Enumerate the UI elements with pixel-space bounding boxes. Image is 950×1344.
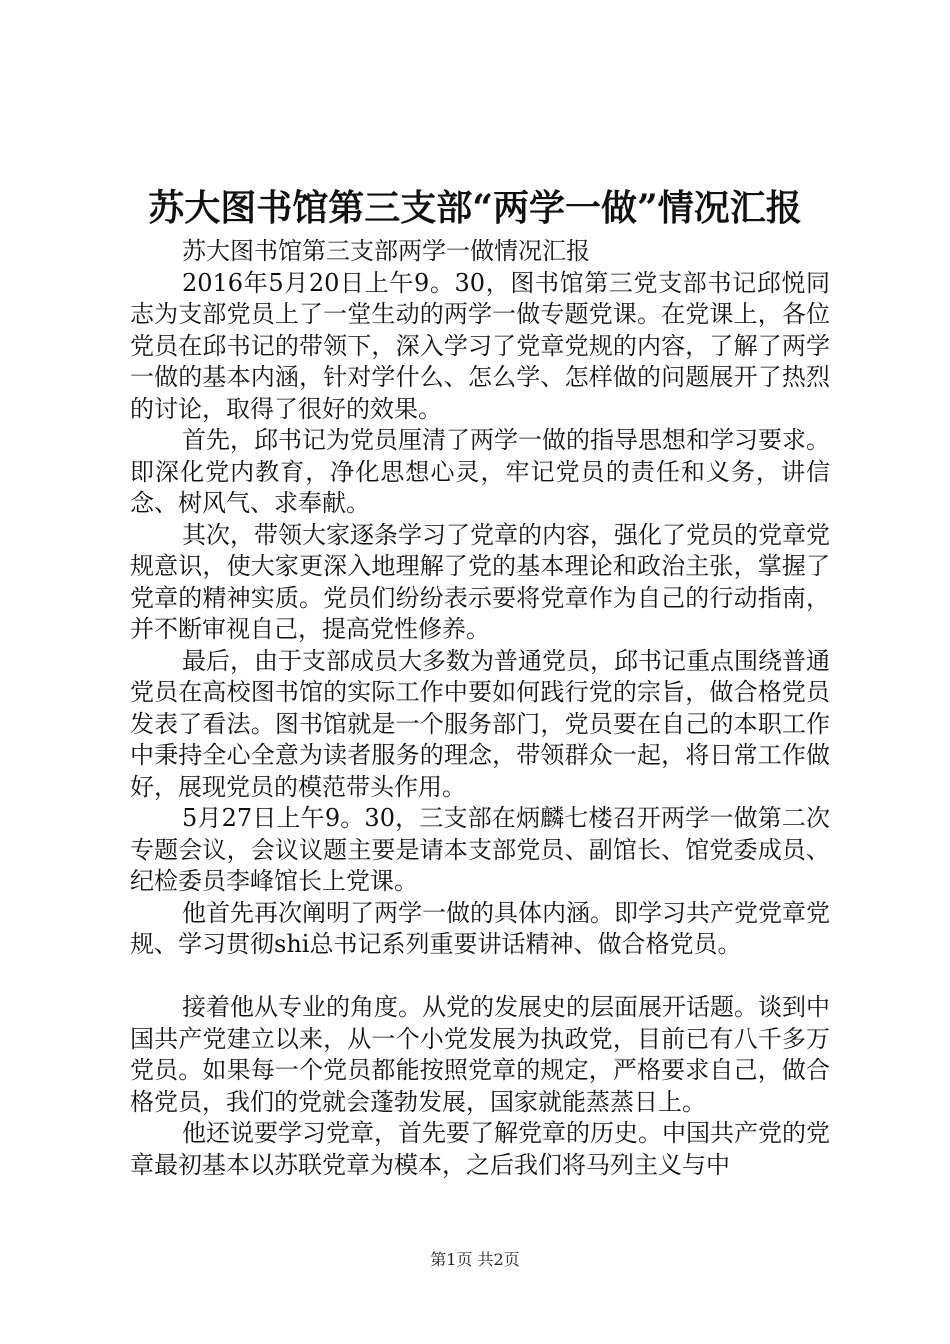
paragraph: 其次，带领大家逐条学习了党章的内容，强化了党员的党章党规意识，使大家更深入地理解了党的基本理论和政治主张，掌握了党章的精神实质。党员们纷纷表示要将党章作为自己的行动指南，并不断审视自己，提高党性修养。 xyxy=(130,520,830,643)
paragraph: 首先，邱书记为党员厘清了两学一做的指导思想和学习要求。即深化党内教育，净化思想心灵，牢记党员的责任和义务，讲信念、树风气、求奉献。 xyxy=(130,426,830,517)
paragraph: 5月27日上午9。30，三支部在炳麟七楼召开两学一做第二次专题会议，会议议题主要是请本支部党员、副馆长、馆党委成员、纪检委员李峰馆长上党课。 xyxy=(130,804,830,895)
paragraph: 接着他从专业的角度。从党的发展史的层面展开话题。谈到中国共产党建立以来，从一个小党发展为执政党，目前已有八千多万党员。如果每一个党员都能按照党章的规定，严格要求自己，做合格党员，我们的党就会蓬勃发展，国家就能蒸蒸日上。 xyxy=(130,993,830,1116)
paragraph: 他还说要学习党章，首先要了解党章的历史。中国共产党的党章最初基本以苏联党章为模本，之后我们将马列主义与中 xyxy=(130,1119,830,1179)
paragraph: 苏大图书馆第三支部两学一做情况汇报 xyxy=(182,237,590,265)
paragraph: 最后，由于支部成员大多数为普通党员，邱书记重点围绕普通党员在高校图书馆的实际工作中要如何践行党的宗旨，做合格党员发表了看法。图书馆就是一个服务部门，党员要在自己的本职工作中秉持全心全意为读者服务的理念，带领群众一起，将日常工作做好，展现党员的模范带头作用。 xyxy=(130,646,830,801)
document-title: 苏大图书馆第三支部“两学一做”情况汇报 xyxy=(148,187,802,229)
paragraph: 他首先再次阐明了两学一做的具体内涵。即学习共产党党章党规、学习贯彻shi总书记系列重要讲话精神、做合格党员。 xyxy=(130,898,830,958)
page-number-footer: 第1页 共2页 xyxy=(430,1250,520,1269)
paragraph: 2016年5月20日上午9。30，图书馆第三党支部书记邱悦同志为支部党员上了一堂生动的两学一做专题党课。在党课上，各位党员在邱书记的带领下，深入学习了党章党规的内容，了解了两学一做的基本内涵，针对学什么、怎么学、怎样做的问题展开了热烈的讨论，取得了很好的效果。 xyxy=(130,268,830,423)
document-body xyxy=(130,236,830,1181)
